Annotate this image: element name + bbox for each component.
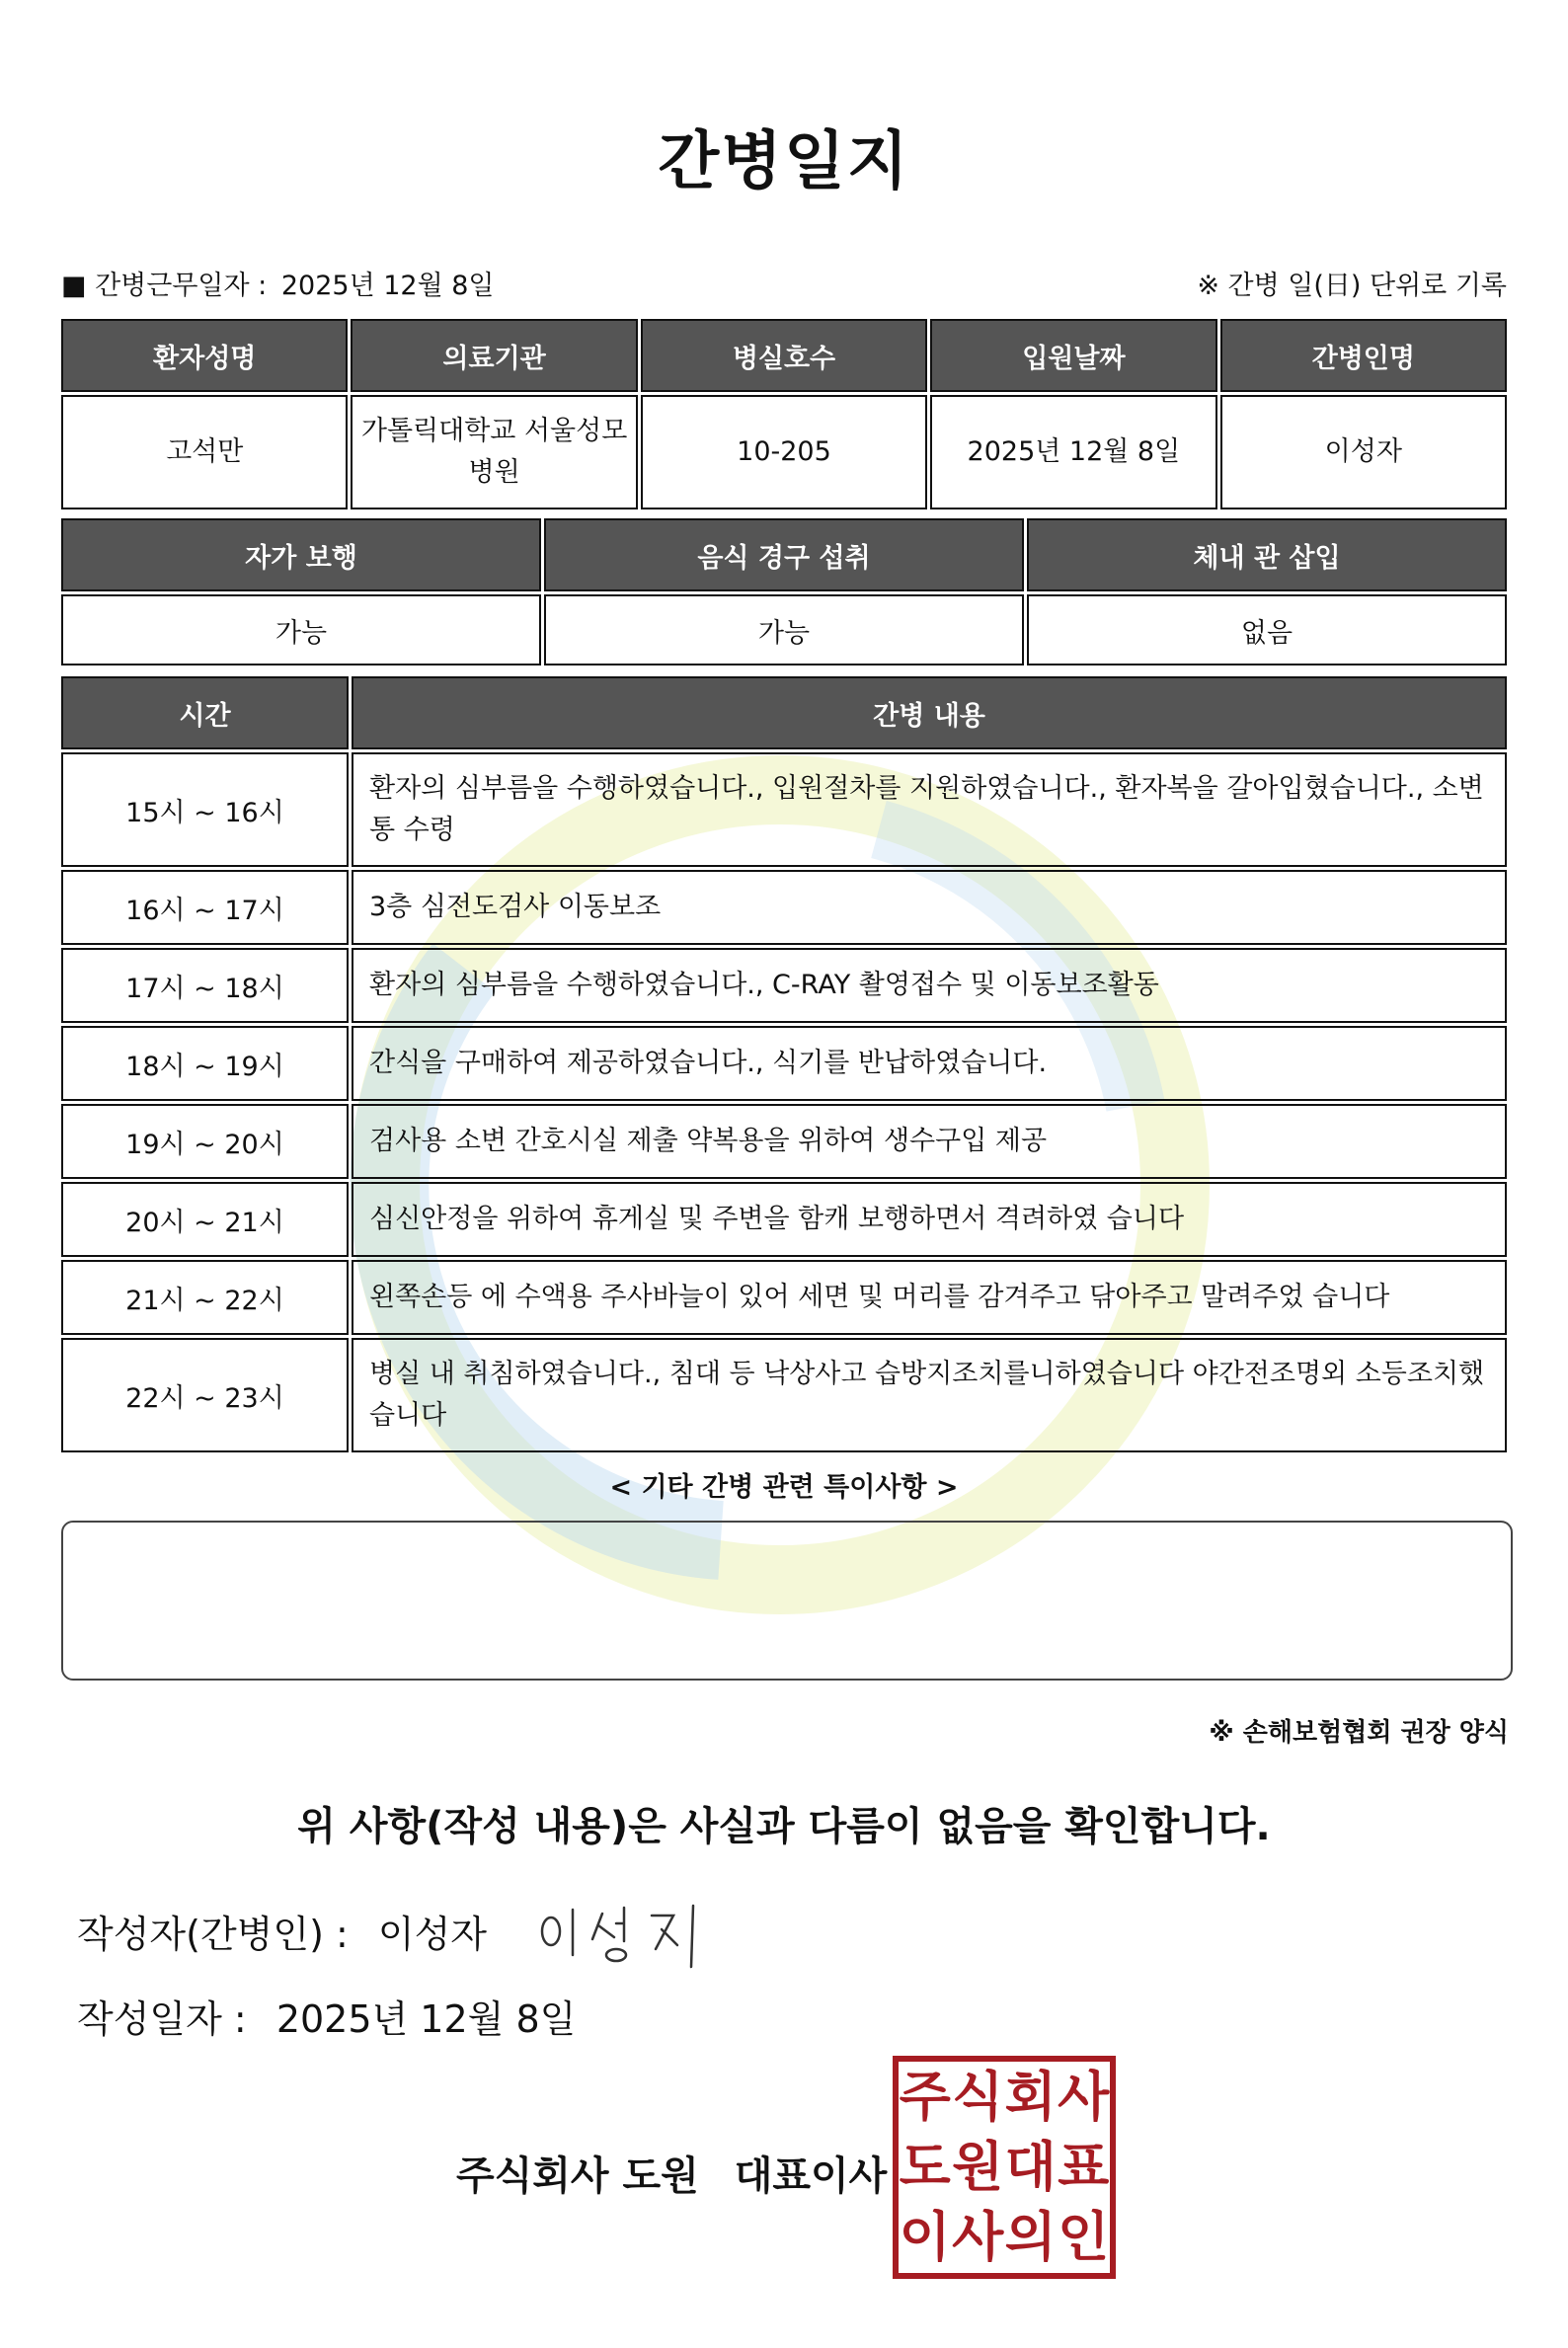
writer-name: 이성자 xyxy=(377,1913,487,1956)
self-walking: 가능 xyxy=(61,594,541,665)
table-row xyxy=(61,1104,1507,1179)
log-content: 3층 심전도검사 이동보조 xyxy=(352,870,1507,945)
log-time: 15시 ~ 16시 xyxy=(61,752,349,867)
header-hospital: 의료기관 xyxy=(351,319,637,392)
page-title: 간병일지 xyxy=(658,125,910,198)
seal-char: 사 xyxy=(952,2206,1004,2269)
company-seal-stamp xyxy=(893,2056,1116,2279)
work-date xyxy=(61,264,501,302)
log-content: 심신안정을 위하여 휴게실 및 주변을 함캐 보행하면서 격려하였 습니다 xyxy=(352,1182,1507,1257)
seal-char: 표 xyxy=(1058,2135,1110,2198)
table-row xyxy=(61,1026,1507,1101)
form-note: ※ 손해보험협회 권장 양식 xyxy=(1209,1718,1509,1748)
writer-label: 작성자(간병인) : xyxy=(77,1913,349,1956)
seal-char: 도 xyxy=(899,2135,951,2198)
written-date-value: 2025년 12월 8일 xyxy=(275,1997,577,2041)
table-row xyxy=(61,1338,1507,1452)
log-content: 간식을 구매하여 제공하였습니다., 식기를 반납하였습니다. xyxy=(352,1026,1507,1101)
company-title: 대표이사 xyxy=(734,2153,888,2199)
seal-char: 의 xyxy=(1004,2206,1057,2269)
handwritten-signature xyxy=(533,1894,711,1973)
patient-name: 고석만 xyxy=(61,395,348,509)
hospital: 가톨릭대학교 서울성모병원 xyxy=(351,395,637,509)
header-patient-name: 환자성명 xyxy=(61,319,348,392)
header-admission-date: 입원날짜 xyxy=(930,319,1216,392)
work-date-value: 2025년 12월 8일 xyxy=(280,270,495,301)
header-oral-intake: 음식 경구 섭취 xyxy=(544,518,1024,591)
log-time: 20시 ~ 21시 xyxy=(61,1182,349,1257)
status-table xyxy=(58,515,1510,668)
oral-intake: 가능 xyxy=(544,594,1024,665)
log-content: 병실 내 취침하였습니다., 침대 등 낙상사고 습방지조치를니하였습니다 야간전조명외 소등조치했습니다 xyxy=(352,1338,1507,1452)
tube-insertion: 없음 xyxy=(1027,594,1507,665)
header-care-content: 간병 내용 xyxy=(352,676,1507,749)
admission-date: 2025년 12월 8일 xyxy=(930,395,1216,509)
log-content: 환자의 심부름을 수행하였습니다., 입원절차를 지원하였습니다., 환자복을 갈아입혔습니다., 소변통 수령 xyxy=(352,752,1507,867)
meta-row xyxy=(61,265,1507,300)
header-tube-insertion: 체내 관 삽입 xyxy=(1027,518,1507,591)
company-signoff xyxy=(456,2145,887,2201)
confirmation-statement: 위 사항(작성 내용)은 사실과 다름이 없음을 확인합니다. xyxy=(297,1804,1271,1849)
table-row xyxy=(61,752,1507,867)
table-row xyxy=(61,1260,1507,1335)
seal-char: 대 xyxy=(1004,2135,1057,2198)
log-time: 21시 ~ 22시 xyxy=(61,1260,349,1335)
table-row xyxy=(61,870,1507,945)
written-date-label: 작성일자 : xyxy=(77,1997,247,2041)
header-room: 병실호수 xyxy=(641,319,927,392)
seal-char: 식 xyxy=(952,2065,1004,2128)
log-content: 검사용 소변 간호시실 제출 약복용을 위하여 생수구입 제공 xyxy=(352,1104,1507,1179)
log-time: 19시 ~ 20시 xyxy=(61,1104,349,1179)
company-name: 주식회사 도원 xyxy=(456,2153,699,2199)
table-row xyxy=(61,948,1507,1023)
header-time: 시간 xyxy=(61,676,349,749)
log-content: 환자의 심부름을 수행하였습니다., C-RAY 촬영접수 및 이동보조활동 xyxy=(352,948,1507,1023)
log-content: 왼쪽손등 에 수액용 주사바늘이 있어 세면 및 머리를 감겨주고 닦아주고 말려주었 습니다 xyxy=(352,1260,1507,1335)
seal-char: 원 xyxy=(952,2135,1004,2198)
header-caregiver: 간병인명 xyxy=(1220,319,1507,392)
room-number: 10-205 xyxy=(641,395,927,509)
special-notes-box[interactable] xyxy=(61,1521,1513,1681)
seal-char: 사 xyxy=(1058,2065,1110,2128)
special-notes-title: < 기타 간병 관련 특이사항 > xyxy=(609,1472,959,1503)
seal-char: 이 xyxy=(899,2206,951,2269)
record-unit-note: ※ 간병 일(日) 단위로 기록 xyxy=(1197,270,1507,301)
caregiver-name: 이성자 xyxy=(1220,395,1507,509)
patient-info-table xyxy=(58,316,1510,512)
log-time: 17시 ~ 18시 xyxy=(61,948,349,1023)
log-time: 16시 ~ 17시 xyxy=(61,870,349,945)
table-row xyxy=(61,1182,1507,1257)
care-log-table xyxy=(58,673,1510,1455)
writer-row xyxy=(77,1904,487,1958)
work-date-label: ■ 간병근무일자 : xyxy=(61,270,268,301)
seal-char: 회 xyxy=(1004,2065,1057,2128)
written-date-row xyxy=(77,1989,576,2043)
seal-char: 인 xyxy=(1058,2206,1110,2269)
header-self-walking: 자가 보행 xyxy=(61,518,541,591)
log-time: 22시 ~ 23시 xyxy=(61,1338,349,1452)
log-time: 18시 ~ 19시 xyxy=(61,1026,349,1101)
seal-char: 주 xyxy=(899,2065,951,2128)
